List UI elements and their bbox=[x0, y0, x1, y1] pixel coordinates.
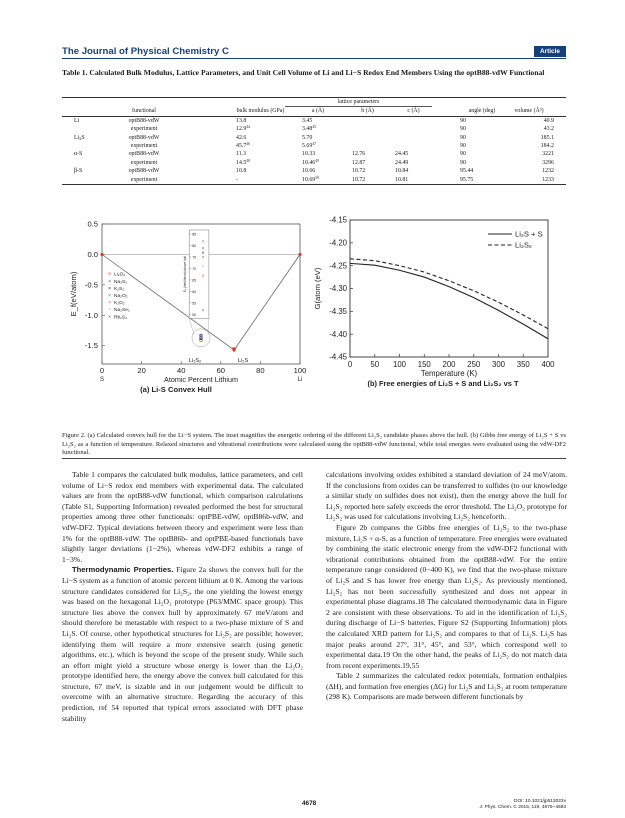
legend-marker: × bbox=[108, 300, 112, 307]
x-tick-label: 350 bbox=[516, 360, 530, 369]
column-header: b (Å) bbox=[334, 107, 383, 116]
table-cell: 10.8 bbox=[236, 168, 247, 175]
table-cell: 12.9$^{44}$ bbox=[236, 125, 250, 133]
table-cell: 10.84 bbox=[395, 168, 409, 175]
inset-y-label: Eₐ (meV/atom) above hull bbox=[183, 256, 188, 293]
paragraph: Table 2 summarizes the calculated redox potentials, formation enthalpies (ΔH), and formation free energies (ΔG) for Li₂S and Li₂S₂ at room temperature (298 K). Comparisons are made between different functionals by bbox=[326, 671, 567, 702]
x-tick-label: 200 bbox=[442, 360, 456, 369]
table-cell: 5.70 bbox=[302, 134, 313, 141]
table-cell: optB88-vdW bbox=[128, 168, 160, 175]
page-number: 4678 bbox=[302, 800, 317, 807]
x-tick-label: 20 bbox=[137, 366, 146, 375]
table-cell: optB88-vdW bbox=[128, 134, 160, 141]
table-row bbox=[62, 167, 566, 175]
x-tick-label: 80 bbox=[256, 366, 265, 375]
table-cell: β-S bbox=[74, 168, 83, 175]
table-cell: 185.1 bbox=[540, 134, 554, 141]
table-row bbox=[62, 134, 566, 142]
panel-title: (b) Free energies of Li₂S + S and Li₂S₂ vs T bbox=[367, 379, 519, 388]
table-cell bbox=[62, 159, 106, 167]
legend-marker: × bbox=[108, 271, 112, 278]
x-tick-label: 150 bbox=[417, 360, 431, 369]
x-tick-label: 100 bbox=[293, 366, 307, 375]
table-cell: 10.69$^{50}$ bbox=[285, 176, 334, 185]
column-header: c (Å) bbox=[383, 107, 432, 116]
figure-divider bbox=[62, 458, 566, 459]
table-cell bbox=[334, 125, 383, 133]
table-row bbox=[62, 159, 566, 167]
legend-label: Li₂S₂ bbox=[515, 240, 532, 250]
table-cell: 95.75 bbox=[432, 176, 504, 185]
table-cell: experiment bbox=[130, 159, 158, 166]
legend-label: K₂S₂ bbox=[114, 286, 125, 292]
table-cell: α-S bbox=[74, 151, 83, 158]
paragraph: Table 1 compares the calculated bulk modulus, lattice parameters, and cell volume of Li−S redox end members with experimental data. The calculated values are from the optB88-vdW functional, which comparison calculations (Table S1, Supporting Information) revealed performed the best for structural properties among three other functionals: optPBE-vdW, optB86b-vdW, and vdW-DF2. Typical deviations between theory and experiment were less than 1% for the optB88-vdW. The optB86b- and optPBE-based functionals have slightly larger deviations (1−2%), whereas vdW-DF2 exhibits a range of 1−3%. bbox=[62, 470, 303, 564]
paragraph bbox=[62, 565, 303, 724]
table-cell: 3221 bbox=[542, 151, 554, 158]
inset-point: × bbox=[201, 245, 205, 252]
legend-label: Li₂O₂ bbox=[114, 272, 126, 278]
column-header: angle (deg) bbox=[432, 107, 504, 116]
table-cell: 90 bbox=[460, 143, 466, 150]
table-cell: 10.72 bbox=[334, 176, 383, 185]
table-row bbox=[62, 116, 566, 125]
legend-label: K₂O₂ bbox=[114, 301, 125, 307]
section-run-head: Thermodynamic Properties. bbox=[72, 565, 174, 575]
table-cell bbox=[62, 125, 106, 133]
article-type-badge: Article bbox=[534, 46, 566, 57]
y-axis-label: E_f(eV/atom) bbox=[69, 271, 78, 317]
inset-tick-label: 75 bbox=[192, 255, 196, 260]
header-rule bbox=[62, 58, 566, 59]
inset-point: × bbox=[201, 307, 205, 314]
y-tick-label: -4.45 bbox=[329, 352, 347, 362]
table-cell bbox=[383, 116, 432, 125]
table-cell: 3.48$^{45}$ bbox=[302, 125, 316, 133]
x-tick-label: 0 bbox=[99, 366, 105, 375]
table-cell: experiment bbox=[130, 143, 158, 150]
table-cell: optB88-vdW bbox=[128, 151, 160, 158]
table-cell: experiment bbox=[106, 176, 182, 185]
x-tick-label: 0 bbox=[347, 360, 353, 369]
paragraph: Figure 2b compares the Gibbs free energies of Li₂S₂ to the two-phase mixture, Li₂S + α-S, as a function of temperature. Free energies were evaluated by combining the static electronic energy from the vdW-DF2 functional with vibrational contributions obtained from the optB88-vdW. For the entire temperature range considered (0−400 K), we find that the two-phase mixture of Li₂S and S has lower free energy than Li₂S₂. As previously mentioned, Li₂S₂ has not been successfully synthesized and does not appear in experimental phase diagrams.18 The calculated thermodynamic data in Figure 2 are consistent with these observations. To aid in the identification of Li₂S₂ during discharge of Li−S batteries, Figure S2 (Supporting Information) plots the calculated XRD pattern for Li₂S₂ and compares to that of Li₂S. Li₂S has major peaks around 27°, 31°, 45°, and 53°, which correspond well to experimental data.19 On the other hand, the peaks of Li₂S₂ do not match data from recent experiments.19,55 bbox=[326, 522, 567, 670]
table-cell: 24.49 bbox=[395, 159, 409, 166]
y-axis-label: G(atom (eV) bbox=[313, 267, 322, 310]
y-tick-label: -4.15 bbox=[329, 216, 347, 225]
table-cell: 13.8 bbox=[236, 117, 247, 124]
doi: DOI: 10.1021/jp513023v bbox=[513, 799, 566, 804]
inset-point: × bbox=[201, 273, 205, 280]
inset-point: × bbox=[201, 238, 205, 245]
hull-point bbox=[298, 253, 301, 256]
x-tick-label: 40 bbox=[176, 366, 186, 375]
table-cell: 3296 bbox=[542, 159, 554, 166]
journal-title: The Journal of Physical Chemistry C bbox=[62, 46, 229, 57]
x-tick-label: 50 bbox=[370, 360, 380, 369]
y-tick-label: -0.5 bbox=[84, 280, 98, 290]
table-cell: 3.45 bbox=[302, 117, 313, 124]
table-cell bbox=[383, 142, 432, 150]
y-tick-label: -1.0 bbox=[84, 310, 98, 320]
x-tick-label: 100 bbox=[392, 360, 407, 369]
table-cell bbox=[334, 134, 383, 142]
table-cell: 90 bbox=[460, 126, 466, 133]
x-tick-label: 60 bbox=[216, 366, 226, 375]
table-cell bbox=[334, 116, 383, 125]
table-cell: Li bbox=[74, 117, 80, 124]
inset-point: × bbox=[201, 264, 205, 271]
lattice-table bbox=[62, 97, 566, 185]
y-tick-label: -1.5 bbox=[84, 341, 98, 351]
table-row bbox=[62, 142, 566, 150]
hull-point bbox=[100, 253, 103, 256]
table-cell: 5.69$^{47}$ bbox=[302, 141, 316, 150]
table-cell: 10.46$^{49}$ bbox=[302, 158, 319, 166]
table-cell: 184.2 bbox=[540, 143, 554, 150]
table-cell: 90 bbox=[460, 151, 466, 158]
legend-marker: × bbox=[108, 307, 112, 314]
legend-label: Li₂S + S bbox=[515, 229, 543, 239]
inset-tick-label: 65 bbox=[192, 278, 196, 283]
figure-2 bbox=[62, 216, 566, 426]
doi-footer bbox=[430, 799, 566, 812]
legend-marker: × bbox=[108, 278, 112, 285]
x-axis-label: Atomic Percent Lithium bbox=[164, 375, 238, 384]
table-cell: 90 bbox=[460, 159, 466, 166]
table-cell: 11.3 bbox=[236, 151, 247, 158]
x-tick-label: 300 bbox=[491, 360, 506, 369]
inset-tick-label: 60 bbox=[192, 289, 196, 294]
top-label: Li₂S bbox=[237, 358, 249, 364]
table-cell: 24.45 bbox=[395, 151, 409, 158]
table-cell: 42.6 bbox=[236, 134, 247, 141]
y-tick-label: -4.20 bbox=[329, 238, 347, 248]
column-header: functional bbox=[106, 107, 182, 116]
legend-label: Na₂O₂ bbox=[114, 294, 128, 300]
x-axis-label: Temperature (K) bbox=[420, 369, 478, 378]
table-cell: 10.66 bbox=[302, 168, 316, 175]
table-cell: - bbox=[182, 176, 285, 185]
right-column bbox=[326, 470, 567, 703]
column-header: bulk modulus (GPa) bbox=[182, 107, 285, 116]
y-tick-label: 0.0 bbox=[87, 249, 98, 259]
inset-tick-label: 55 bbox=[192, 301, 196, 306]
convex-hull-panel bbox=[69, 220, 306, 395]
table-cell: 95.44 bbox=[460, 168, 474, 175]
table-cell: 90 bbox=[460, 117, 466, 124]
table-cell: 10.72 bbox=[352, 168, 366, 175]
x-tick-label: 400 bbox=[541, 360, 555, 369]
table-row bbox=[62, 150, 566, 158]
table-cell: $Li_2S$ bbox=[74, 134, 85, 141]
table-cell: 1232 bbox=[542, 168, 554, 175]
table-cell: 14.5$^{48}$ bbox=[236, 158, 250, 166]
table-cell: experiment bbox=[130, 126, 158, 133]
inset-tick-label: 50 bbox=[192, 312, 196, 317]
paragraph: calculations involving oxides exhibited a standard deviation of 24 meV/atom. If the conclusions from oxides can be transferred to sulfides (to our knowledge a similar study on sulfides does not exist), then the energy above the hull for Li₂S₂ reported here safely exceeds the error threshold. The Li₂O₂ prototype for Li₂S₂ was used for calculations involving Li₂S₂ henceforth. bbox=[326, 470, 567, 522]
panel-title: (a) Li-S Convex Hull bbox=[140, 385, 212, 394]
table-cell: 10.81 bbox=[383, 176, 432, 185]
x-end-label: Li bbox=[297, 377, 303, 383]
column-header: a (Å) bbox=[285, 107, 334, 116]
y-tick-label: -4.40 bbox=[329, 329, 347, 339]
legend-label: Rb₂S₂ bbox=[114, 315, 128, 321]
table-cell bbox=[383, 125, 432, 133]
table-cell bbox=[383, 134, 432, 142]
legend-marker: × bbox=[108, 314, 112, 321]
table-cell: 90 bbox=[460, 134, 466, 141]
inset-tick-label: 80 bbox=[192, 243, 196, 248]
table-cell: 43.2 bbox=[543, 126, 554, 133]
table-row bbox=[62, 176, 566, 185]
x-end-label: S bbox=[99, 377, 105, 383]
legend-label: Na₂S₂ bbox=[114, 279, 128, 285]
legend-marker: × bbox=[108, 293, 112, 300]
inset-tick-label: 85 bbox=[192, 232, 196, 237]
figure-caption: Figure 2. (a) Calculated convex hull for the Li−S system. The inset magnifies the energetic ordering of the different Li₂S₂ candidate phases above the hull. (b) Gibbs free energy of Li₂S + S vs Li₂S₂ as a function of temperature. Relaxed structures and vibrational contributions were calculated using the optB88-vdW functional, while total energies were evaluated using the vdW-DF2 functional. bbox=[62, 432, 566, 457]
column-header bbox=[62, 107, 106, 116]
y-tick-label: 0.5 bbox=[87, 219, 98, 229]
citation: J. Phys. Chem. C 2015, 119, 4675−4683 bbox=[479, 805, 566, 811]
lattice-group-header: lattice parameters bbox=[285, 98, 432, 107]
table-cell: 45.7$^{46}$ bbox=[236, 141, 250, 150]
inset-point: × bbox=[201, 250, 205, 257]
paragraph-text: Figure 2a shows the convex hull for the Li−S system as a function of atomic percent lithium at 0 K. Among the various structure candidates considered for Li₂S₂, the one yielding the lowest energy was based on the hexagonal Li₂O₂ prototype (P63/MMC space group). This structure lies above the convex hull by approximately 67 meV/atom and should therefore be metastable with respect to a two-phase mixture of S and Li₂S. Of course, other hypothetical structures for Li₂S₂ are possible; however, identifying them will require a more extensive search (using genetic algorithms, etc.), which is beyond the scope of the present study. While such an effort might yield a structure whose energy is lower than the Li₂O₂ prototype identified here, the energy above the convex hull calculated for this structure, 67 meV, is sizable and in our judgement would be difficult to overcome with an alternative structure. Regarding the accuracy of this prediction, ref 54 reported that typical errors associated with DFT phase stability bbox=[62, 565, 303, 723]
inset-point: × bbox=[201, 254, 205, 261]
table-cell: optB88-vdW bbox=[128, 117, 160, 124]
table-cell bbox=[334, 142, 383, 150]
column-header: volume (Å³) bbox=[504, 107, 566, 116]
table-cell: 40.9 bbox=[543, 117, 554, 124]
table-caption: Table 1. Calculated Bulk Modulus, Lattice Parameters, and Unit Cell Volume of Li and Li−S Redox End Members Using the optB88-vdW Functional bbox=[62, 68, 545, 77]
table-cell bbox=[62, 142, 106, 150]
legend-label: Na₂Se₂ bbox=[114, 308, 130, 314]
table-row bbox=[62, 125, 566, 133]
x-tick-label: 250 bbox=[467, 360, 481, 369]
left-column bbox=[62, 470, 303, 724]
table-cell: 1233 bbox=[504, 176, 566, 185]
y-tick-label: -4.30 bbox=[329, 284, 347, 294]
table-cell: 12.87 bbox=[352, 159, 366, 166]
free-energy-panel bbox=[313, 216, 555, 388]
legend-marker: × bbox=[108, 285, 112, 292]
inset-tick-label: 70 bbox=[192, 266, 196, 271]
y-tick-label: -4.35 bbox=[329, 306, 347, 316]
top-label: Li₂S₂ bbox=[188, 358, 202, 364]
y-tick-label: -4.25 bbox=[329, 261, 347, 271]
table-cell: 10.33 bbox=[302, 151, 316, 158]
table-cell bbox=[62, 176, 106, 185]
table-cell: 12.76 bbox=[352, 151, 366, 158]
